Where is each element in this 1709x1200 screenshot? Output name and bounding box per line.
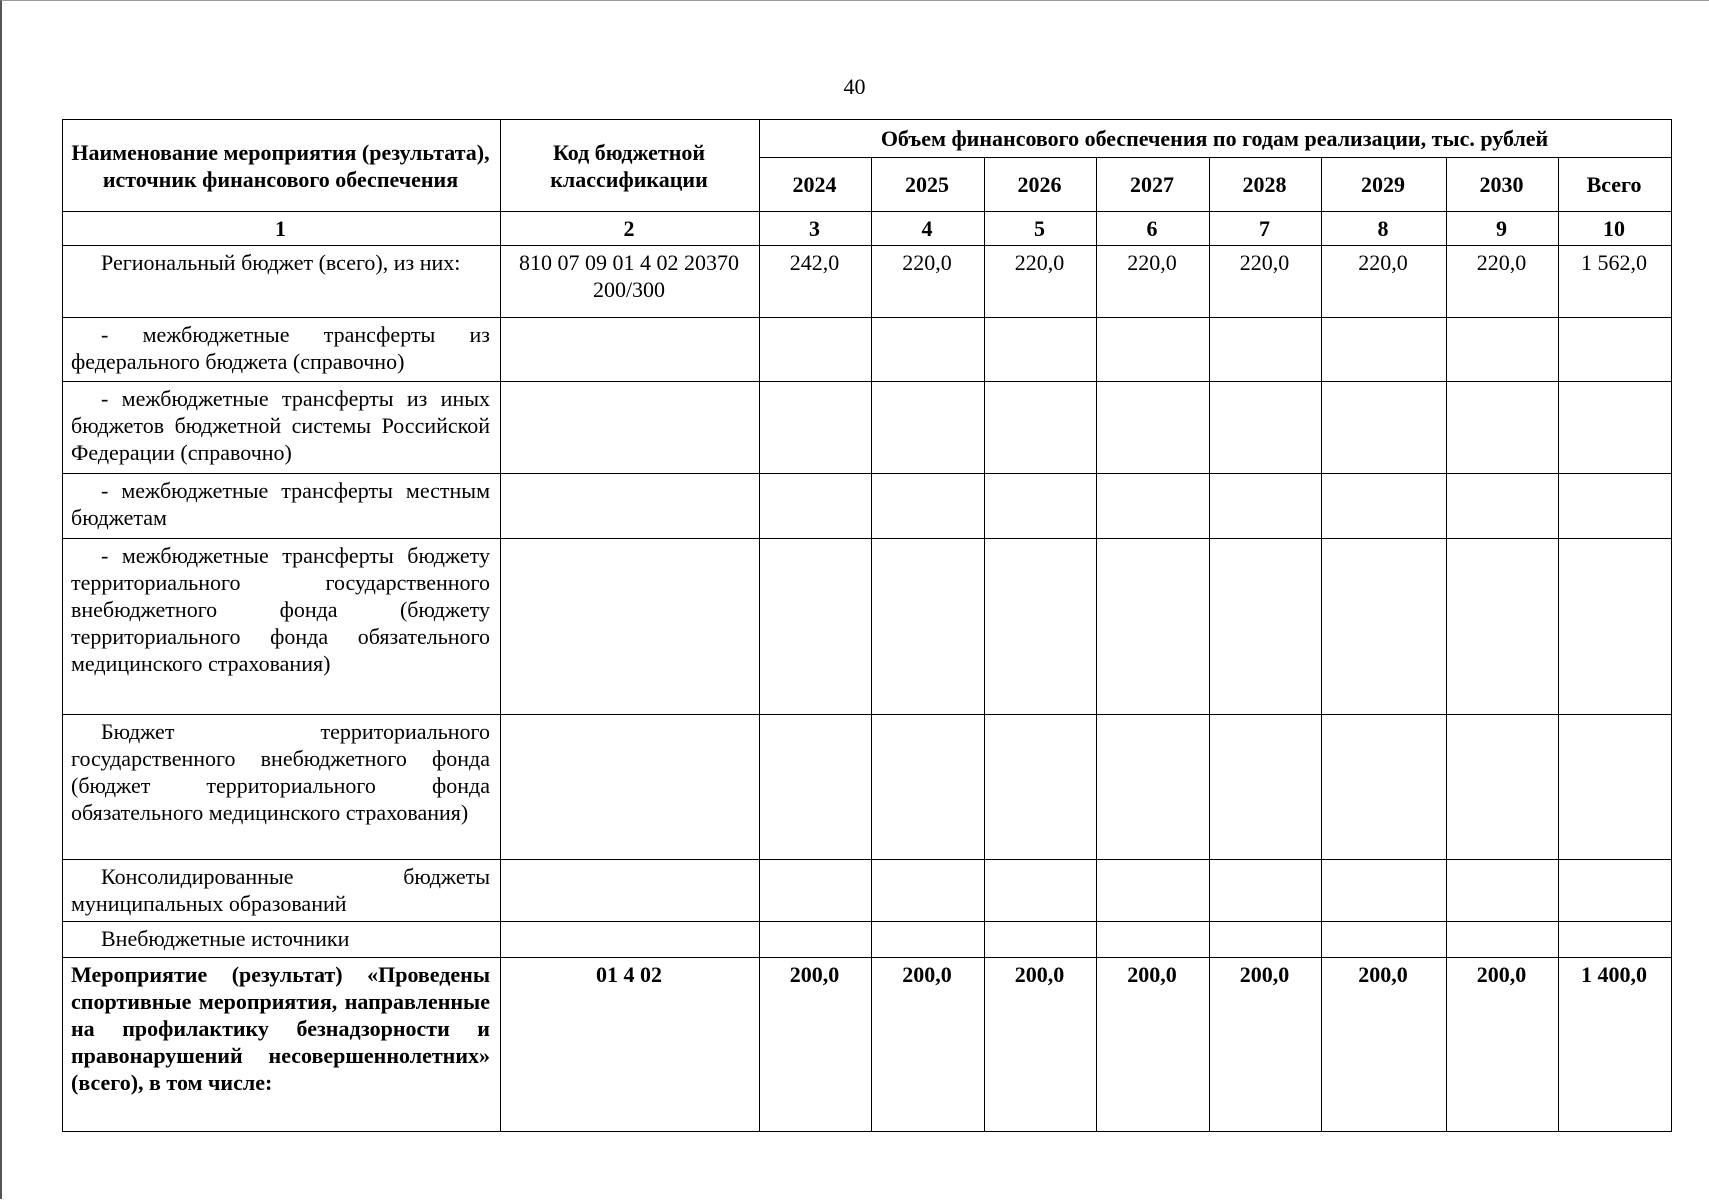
header-year: 2024 bbox=[760, 158, 872, 212]
row-value: 220,0 bbox=[872, 246, 985, 318]
table-row bbox=[63, 382, 1672, 474]
row-code bbox=[501, 860, 760, 922]
row-total: 1 562,0 bbox=[1559, 246, 1672, 318]
table-row bbox=[63, 922, 1672, 958]
row-value bbox=[1447, 715, 1559, 860]
header-year: 2029 bbox=[1322, 158, 1447, 212]
row-value: 220,0 bbox=[1447, 246, 1559, 318]
row-value bbox=[760, 318, 872, 382]
header-year: 2028 bbox=[1210, 158, 1322, 212]
row-value bbox=[1322, 474, 1447, 539]
row-value bbox=[1447, 474, 1559, 539]
column-number: 1 bbox=[63, 212, 501, 246]
row-value bbox=[1447, 539, 1559, 715]
column-number: 2 bbox=[501, 212, 760, 246]
row-value bbox=[760, 474, 872, 539]
table-row bbox=[63, 246, 1672, 318]
column-number: 8 bbox=[1322, 212, 1447, 246]
row-total bbox=[1559, 922, 1672, 958]
row-value bbox=[985, 318, 1097, 382]
row-name: - межбюджетные трансферты бюджету территориального государственного внебюджетного фонда (бюджету территориального фонда обязательного медицинского страхования) bbox=[63, 539, 501, 715]
row-code bbox=[501, 382, 760, 474]
header-year: 2030 bbox=[1447, 158, 1559, 212]
row-value bbox=[872, 715, 985, 860]
row-total bbox=[1559, 318, 1672, 382]
row-value bbox=[1210, 860, 1322, 922]
row-name: Бюджет территориального государственного внебюджетного фонда (бюджет территориального фонда обязательного медицинского страхования) bbox=[63, 715, 501, 860]
row-value bbox=[872, 860, 985, 922]
row-name: Консолидированные бюджеты муниципальных образований bbox=[63, 860, 501, 922]
row-value bbox=[1097, 860, 1210, 922]
row-value bbox=[1210, 539, 1322, 715]
row-code: 01 4 02 bbox=[501, 958, 760, 1132]
table-row bbox=[63, 318, 1672, 382]
header-year: 2025 bbox=[872, 158, 985, 212]
header-code: Код бюджетной классификации bbox=[501, 120, 760, 212]
row-value bbox=[985, 922, 1097, 958]
row-value bbox=[1322, 382, 1447, 474]
row-total bbox=[1559, 539, 1672, 715]
row-value bbox=[1322, 318, 1447, 382]
table-row bbox=[63, 539, 1672, 715]
row-value: 200,0 bbox=[985, 958, 1097, 1132]
header-volume: Объем финансового обеспечения по годам реализации, тыс. рублей bbox=[760, 120, 1672, 158]
row-value bbox=[872, 474, 985, 539]
row-value: 220,0 bbox=[1097, 246, 1210, 318]
row-value: 220,0 bbox=[1210, 246, 1322, 318]
table-row bbox=[63, 860, 1672, 922]
row-value bbox=[1322, 922, 1447, 958]
column-number: 4 bbox=[872, 212, 985, 246]
row-value bbox=[1210, 715, 1322, 860]
row-code bbox=[501, 715, 760, 860]
row-value bbox=[872, 318, 985, 382]
table-row bbox=[63, 474, 1672, 539]
header-year: 2026 bbox=[985, 158, 1097, 212]
row-total bbox=[1559, 382, 1672, 474]
row-code bbox=[501, 922, 760, 958]
row-value bbox=[1097, 318, 1210, 382]
row-value bbox=[760, 715, 872, 860]
row-value bbox=[1447, 382, 1559, 474]
budget-table bbox=[62, 119, 1672, 1132]
row-value bbox=[1097, 922, 1210, 958]
row-code: 810 07 09 01 4 02 20370 200/300 bbox=[501, 246, 760, 318]
row-name: Мероприятие (результат) «Проведены спортивные мероприятия, направленные на профилактику безнадзорности и правонарушений несовершеннолетних» (всего), в том числе: bbox=[63, 958, 501, 1132]
row-value: 200,0 bbox=[872, 958, 985, 1132]
column-number: 3 bbox=[760, 212, 872, 246]
row-value bbox=[985, 860, 1097, 922]
row-value bbox=[985, 474, 1097, 539]
row-value bbox=[760, 382, 872, 474]
row-total bbox=[1559, 474, 1672, 539]
row-value bbox=[1210, 382, 1322, 474]
row-total bbox=[1559, 715, 1672, 860]
row-value bbox=[1210, 318, 1322, 382]
row-value bbox=[872, 382, 985, 474]
row-name: - межбюджетные трансферты из иных бюджетов бюджетной системы Российской Федерации (справочно) bbox=[63, 382, 501, 474]
row-name: - межбюджетные трансферты местным бюджетам bbox=[63, 474, 501, 539]
row-value: 200,0 bbox=[1210, 958, 1322, 1132]
row-value: 220,0 bbox=[1322, 246, 1447, 318]
row-value bbox=[760, 539, 872, 715]
column-number: 6 bbox=[1097, 212, 1210, 246]
row-value bbox=[985, 382, 1097, 474]
row-value bbox=[872, 922, 985, 958]
row-code bbox=[501, 318, 760, 382]
row-value bbox=[1097, 539, 1210, 715]
column-number: 5 bbox=[985, 212, 1097, 246]
row-value bbox=[1447, 922, 1559, 958]
row-value: 200,0 bbox=[1322, 958, 1447, 1132]
column-number: 9 bbox=[1447, 212, 1559, 246]
row-value bbox=[760, 860, 872, 922]
header-year: 2027 bbox=[1097, 158, 1210, 212]
row-value bbox=[1210, 474, 1322, 539]
row-value bbox=[985, 715, 1097, 860]
row-total: 1 400,0 bbox=[1559, 958, 1672, 1132]
row-value: 200,0 bbox=[760, 958, 872, 1132]
row-value: 200,0 bbox=[1097, 958, 1210, 1132]
table-row bbox=[63, 958, 1672, 1132]
row-value bbox=[1322, 539, 1447, 715]
row-value bbox=[1447, 860, 1559, 922]
table-row bbox=[63, 715, 1672, 860]
row-value bbox=[1322, 715, 1447, 860]
row-value bbox=[760, 922, 872, 958]
row-value bbox=[1097, 382, 1210, 474]
row-value bbox=[1097, 474, 1210, 539]
page-number: 40 bbox=[843, 74, 866, 99]
row-name: Внебюджетные источники bbox=[63, 922, 501, 958]
row-value bbox=[1210, 922, 1322, 958]
header-total: Всего bbox=[1559, 158, 1672, 212]
row-name: - межбюджетные трансферты из федерального бюджета (справочно) bbox=[63, 318, 501, 382]
column-number: 10 bbox=[1559, 212, 1672, 246]
row-value bbox=[985, 539, 1097, 715]
row-value: 200,0 bbox=[1447, 958, 1559, 1132]
row-value bbox=[872, 539, 985, 715]
row-value bbox=[1322, 860, 1447, 922]
row-total bbox=[1559, 860, 1672, 922]
row-value: 220,0 bbox=[985, 246, 1097, 318]
header-name: Наименование мероприятия (результата), источник финансового обеспечения bbox=[63, 120, 501, 212]
row-value: 242,0 bbox=[760, 246, 872, 318]
row-code bbox=[501, 539, 760, 715]
row-name: Региональный бюджет (всего), из них: bbox=[63, 246, 501, 318]
row-value bbox=[1447, 318, 1559, 382]
row-code bbox=[501, 474, 760, 539]
column-number: 7 bbox=[1210, 212, 1322, 246]
row-value bbox=[1097, 715, 1210, 860]
